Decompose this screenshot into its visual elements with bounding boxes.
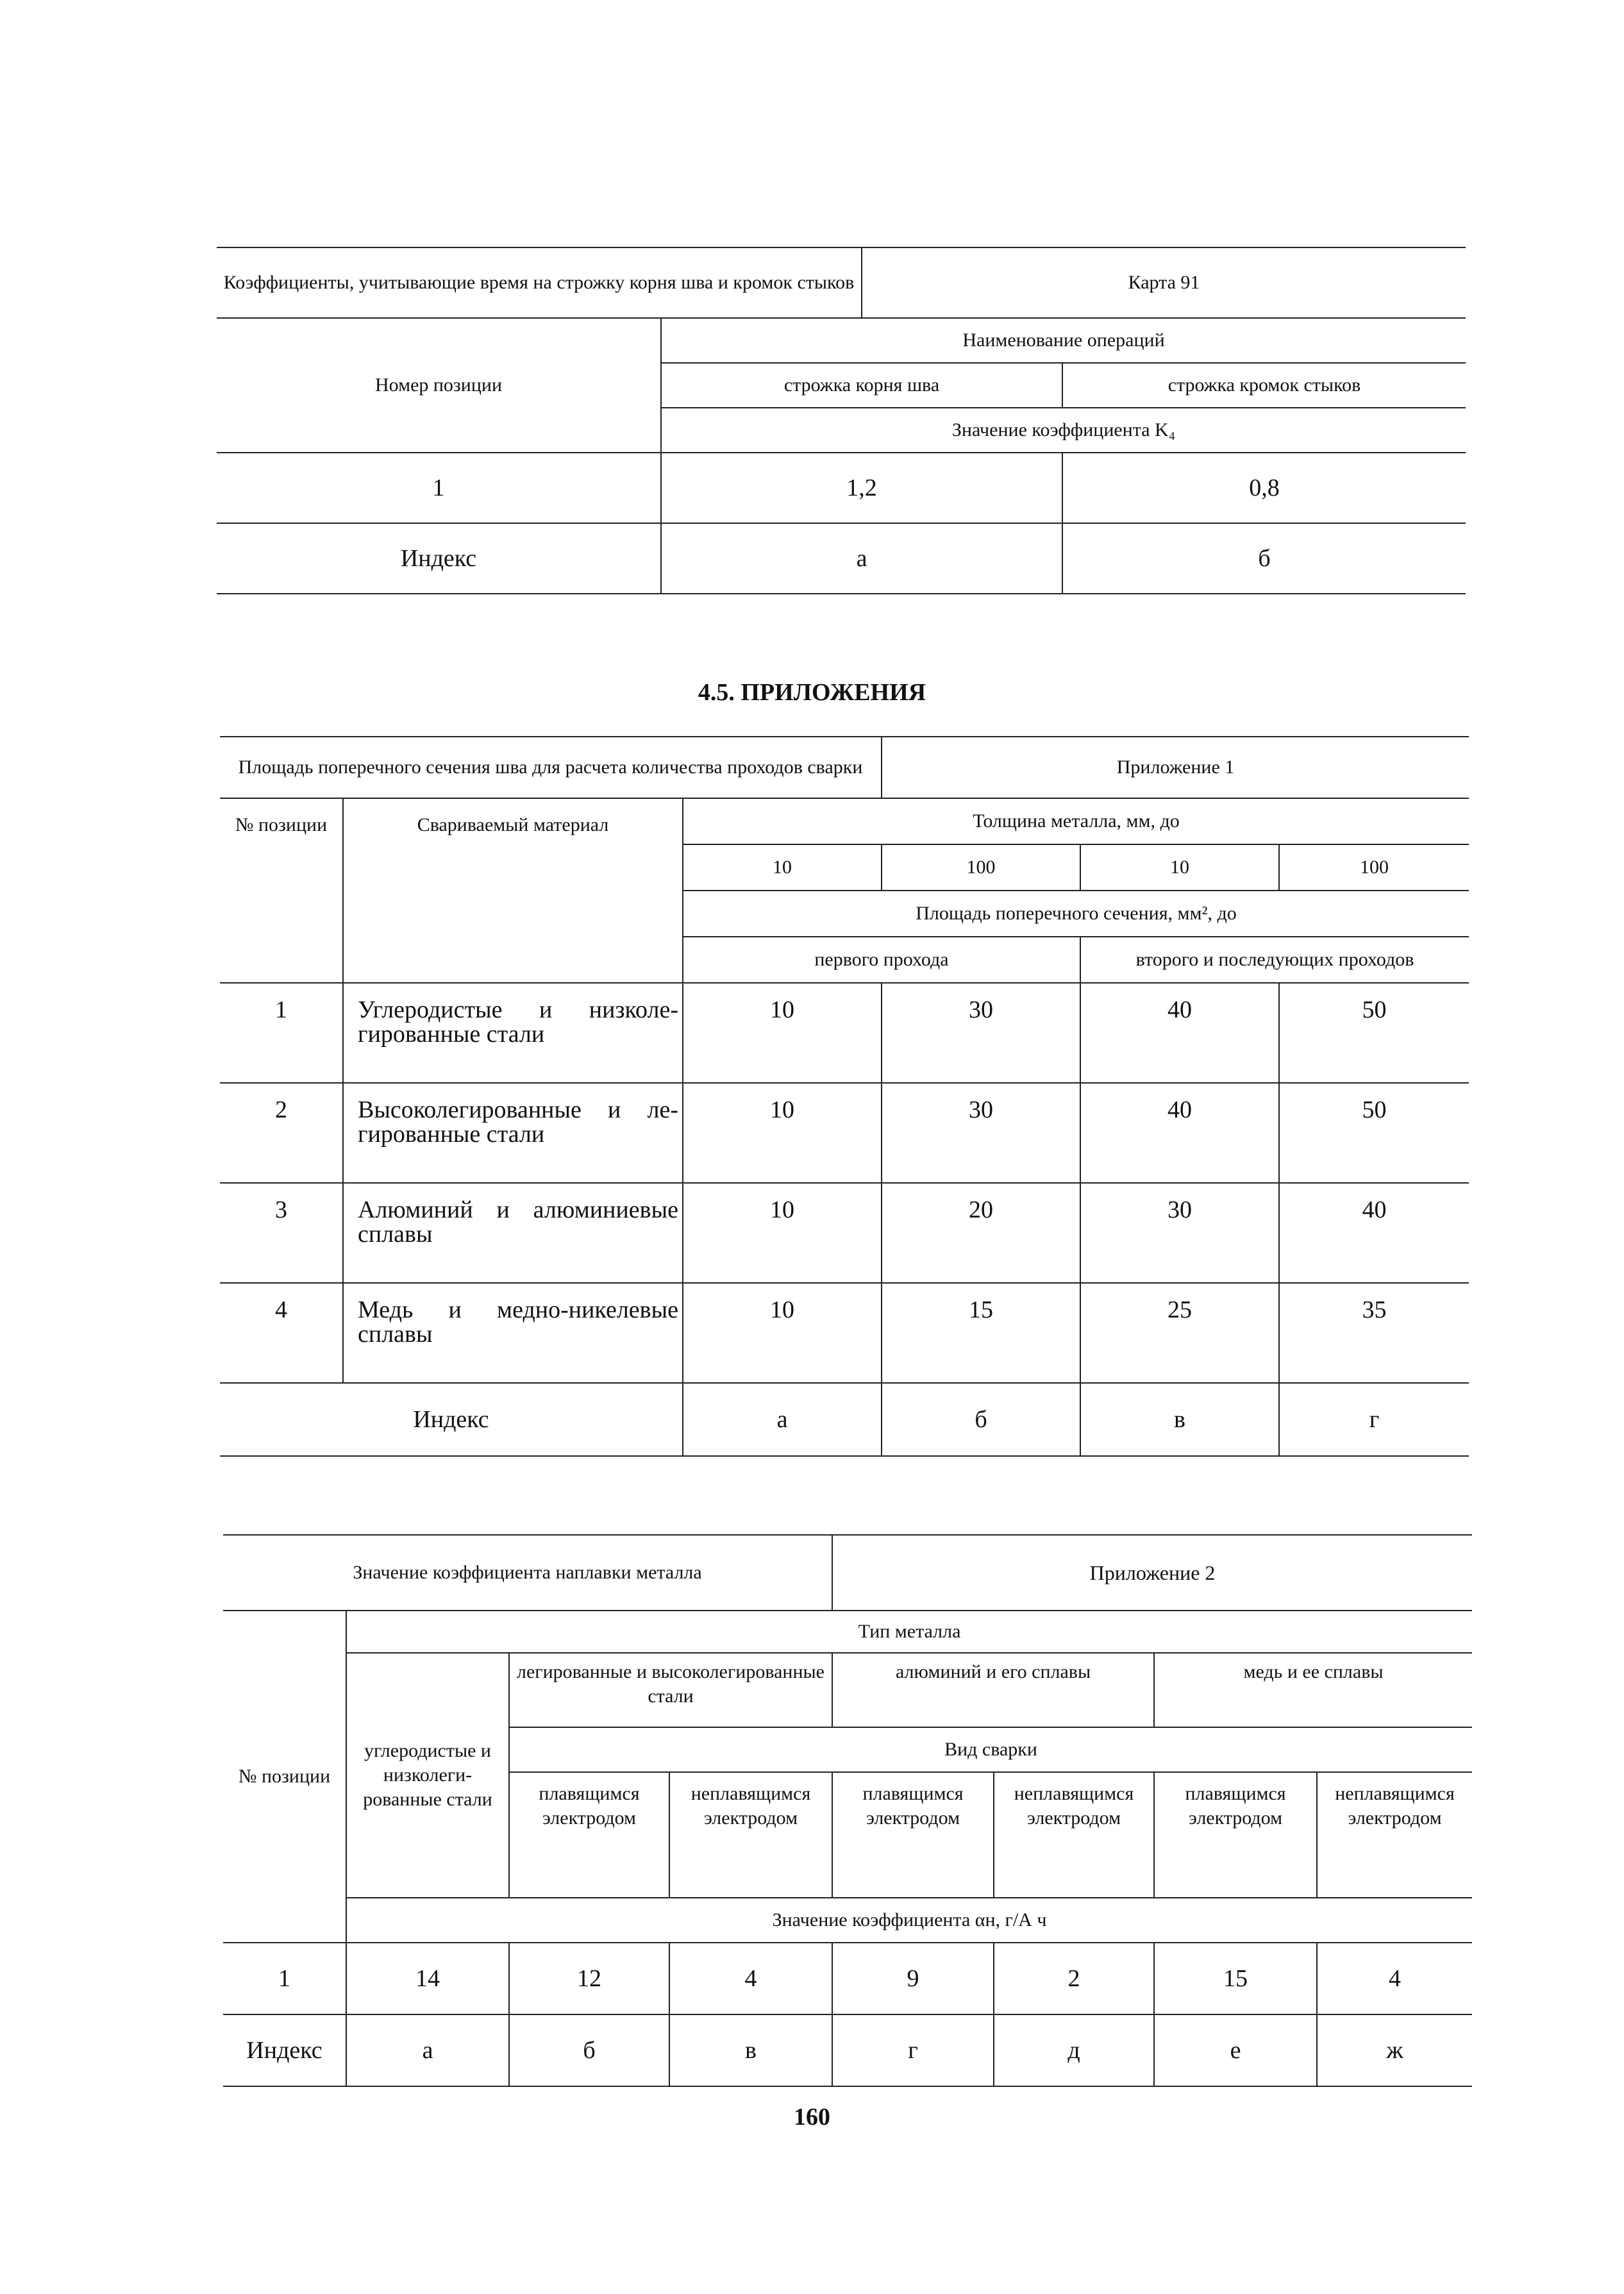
table-cell: 50 <box>1279 1083 1469 1183</box>
table-row <box>223 1943 1472 2014</box>
table-row <box>220 1283 1469 1383</box>
consumable-electrode-header: плавящимся электродом <box>1154 1772 1317 1898</box>
index-label: Индекс <box>220 1383 683 1456</box>
table-cell: 10 <box>683 1083 882 1183</box>
row-material: Углеродистые и низколегированные стали <box>343 983 683 1083</box>
row-material: Алюминий и алюминиевые сплавы <box>343 1183 683 1283</box>
thickness-value: 100 <box>1279 844 1469 891</box>
row-position: 1 <box>223 1943 346 2014</box>
row-position: 3 <box>220 1183 343 1283</box>
appendix-1-table <box>220 736 1469 1457</box>
table-cell: 10 <box>683 983 882 1083</box>
table-cell: 30 <box>882 983 1080 1083</box>
table-cell: 35 <box>1279 1283 1469 1383</box>
row-position: 1 <box>220 983 343 1083</box>
operation-edge-gouging: строжка кромок стыков <box>1062 363 1466 408</box>
table-cell: 1 <box>217 453 661 523</box>
table-cell: б <box>882 1383 1080 1456</box>
operations-header: Наименование операций <box>661 318 1466 363</box>
table-cell: 4 <box>1317 1943 1472 2014</box>
index-row <box>220 1383 1469 1456</box>
table-cell: а <box>661 523 1062 594</box>
welding-type-header: Вид сварки <box>509 1727 1472 1772</box>
index-label: Индекс <box>217 523 661 594</box>
table-row <box>220 983 1469 1083</box>
coefficient-alpha-header: Значение коэффициента αн, г/А ч <box>346 1898 1472 1943</box>
column-number-header: № позиции <box>223 1611 346 1943</box>
coefficient-k4-header: Значение коэффициента K₄ <box>661 408 1466 453</box>
table-cell: 12 <box>509 1943 669 2014</box>
table-cell: е <box>1154 2014 1317 2086</box>
table-cell: 50 <box>1279 983 1469 1083</box>
row-material: Высоколегированные и легированные стали <box>343 1083 683 1183</box>
consumable-electrode-header: плавящимся электродом <box>509 1772 669 1898</box>
table-cell: 15 <box>882 1283 1080 1383</box>
column-number-header: № позиции <box>220 798 343 983</box>
alloy-steel-header: легированные и высоколегированные стали <box>509 1653 832 1727</box>
nonconsumable-electrode-header: неплавящимся электродом <box>669 1772 832 1898</box>
column-material-header: Свариваемый материал <box>343 798 683 983</box>
table-row <box>220 1083 1469 1183</box>
copper-header: медь и ее сплавы <box>1154 1653 1472 1727</box>
thickness-value: 10 <box>683 844 882 891</box>
table-cell: а <box>683 1383 882 1456</box>
table-cell: 10 <box>683 1183 882 1283</box>
table-cell: в <box>1080 1383 1279 1456</box>
row-position: 2 <box>220 1083 343 1183</box>
appendix-2-label: Приложение 2 <box>832 1535 1472 1611</box>
table-cell: 14 <box>346 1943 509 2014</box>
nonconsumable-electrode-header: неплавящимся электродом <box>1317 1772 1472 1898</box>
table-cell: 30 <box>1080 1183 1279 1283</box>
next-passes-header: второго и последующих проходов <box>1080 937 1469 983</box>
appendix-2-title: Значение коэффициента наплавки металла <box>223 1535 832 1611</box>
table-cell: 25 <box>1080 1283 1279 1383</box>
first-pass-header: первого прохода <box>683 937 1080 983</box>
consumable-electrode-header: плавящимся электродом <box>832 1772 994 1898</box>
section-heading: 4.5. ПРИЛОЖЕНИЯ <box>698 679 926 706</box>
card-91-number: Карта 91 <box>862 247 1466 318</box>
thickness-value: 100 <box>882 844 1080 891</box>
table-cell: 30 <box>882 1083 1080 1183</box>
table-cell: г <box>832 2014 994 2086</box>
table-cell: 15 <box>1154 1943 1317 2014</box>
carbon-steel-header: углеродистые и низколегированные стали <box>346 1653 509 1898</box>
table-cell: 4 <box>669 1943 832 2014</box>
table-cell: 10 <box>683 1283 882 1383</box>
operation-root-gouging: строжка корня шва <box>661 363 1062 408</box>
card-91-table <box>217 247 1466 594</box>
index-label: Индекс <box>223 2014 346 2086</box>
table-cell: 20 <box>882 1183 1080 1283</box>
appendix-1-title: Площадь поперечного сечения шва для расчета количества проходов сварки <box>220 737 882 798</box>
table-cell: 40 <box>1279 1183 1469 1283</box>
nonconsumable-electrode-header: неплавящимся электродом <box>994 1772 1154 1898</box>
table-cell: 40 <box>1080 1083 1279 1183</box>
card-91-title: Коэффициенты, учитывающие время на строжку корня шва и кромок стыков <box>217 247 862 318</box>
row-position: 4 <box>220 1283 343 1383</box>
table-cell: б <box>1062 523 1466 594</box>
table-row <box>220 1183 1469 1283</box>
table-cell: 0,8 <box>1062 453 1466 523</box>
table-cell: а <box>346 2014 509 2086</box>
appendix-1-label: Приложение 1 <box>882 737 1469 798</box>
table-cell: д <box>994 2014 1154 2086</box>
page-number: 160 <box>794 2104 830 2131</box>
thickness-header: Толщина металла, мм, до <box>683 798 1469 844</box>
table-cell: г <box>1279 1383 1469 1456</box>
table-cell: ж <box>1317 2014 1472 2086</box>
column-position-header: Номер позиции <box>217 318 661 453</box>
appendix-2-table <box>223 1534 1472 2087</box>
aluminum-header: алюминий и его сплавы <box>832 1653 1154 1727</box>
table-cell: в <box>669 2014 832 2086</box>
table-cell: 9 <box>832 1943 994 2014</box>
row-material: Медь и медно-никелевые сплавы <box>343 1283 683 1383</box>
table-cell: б <box>509 2014 669 2086</box>
metal-type-header: Тип металла <box>346 1611 1472 1653</box>
thickness-value: 10 <box>1080 844 1279 891</box>
table-cell: 2 <box>994 1943 1154 2014</box>
cross-section-area-header: Площадь поперечного сечения, мм², до <box>683 891 1469 937</box>
table-cell: 1,2 <box>661 453 1062 523</box>
table-cell: 40 <box>1080 983 1279 1083</box>
index-row <box>223 2014 1472 2086</box>
